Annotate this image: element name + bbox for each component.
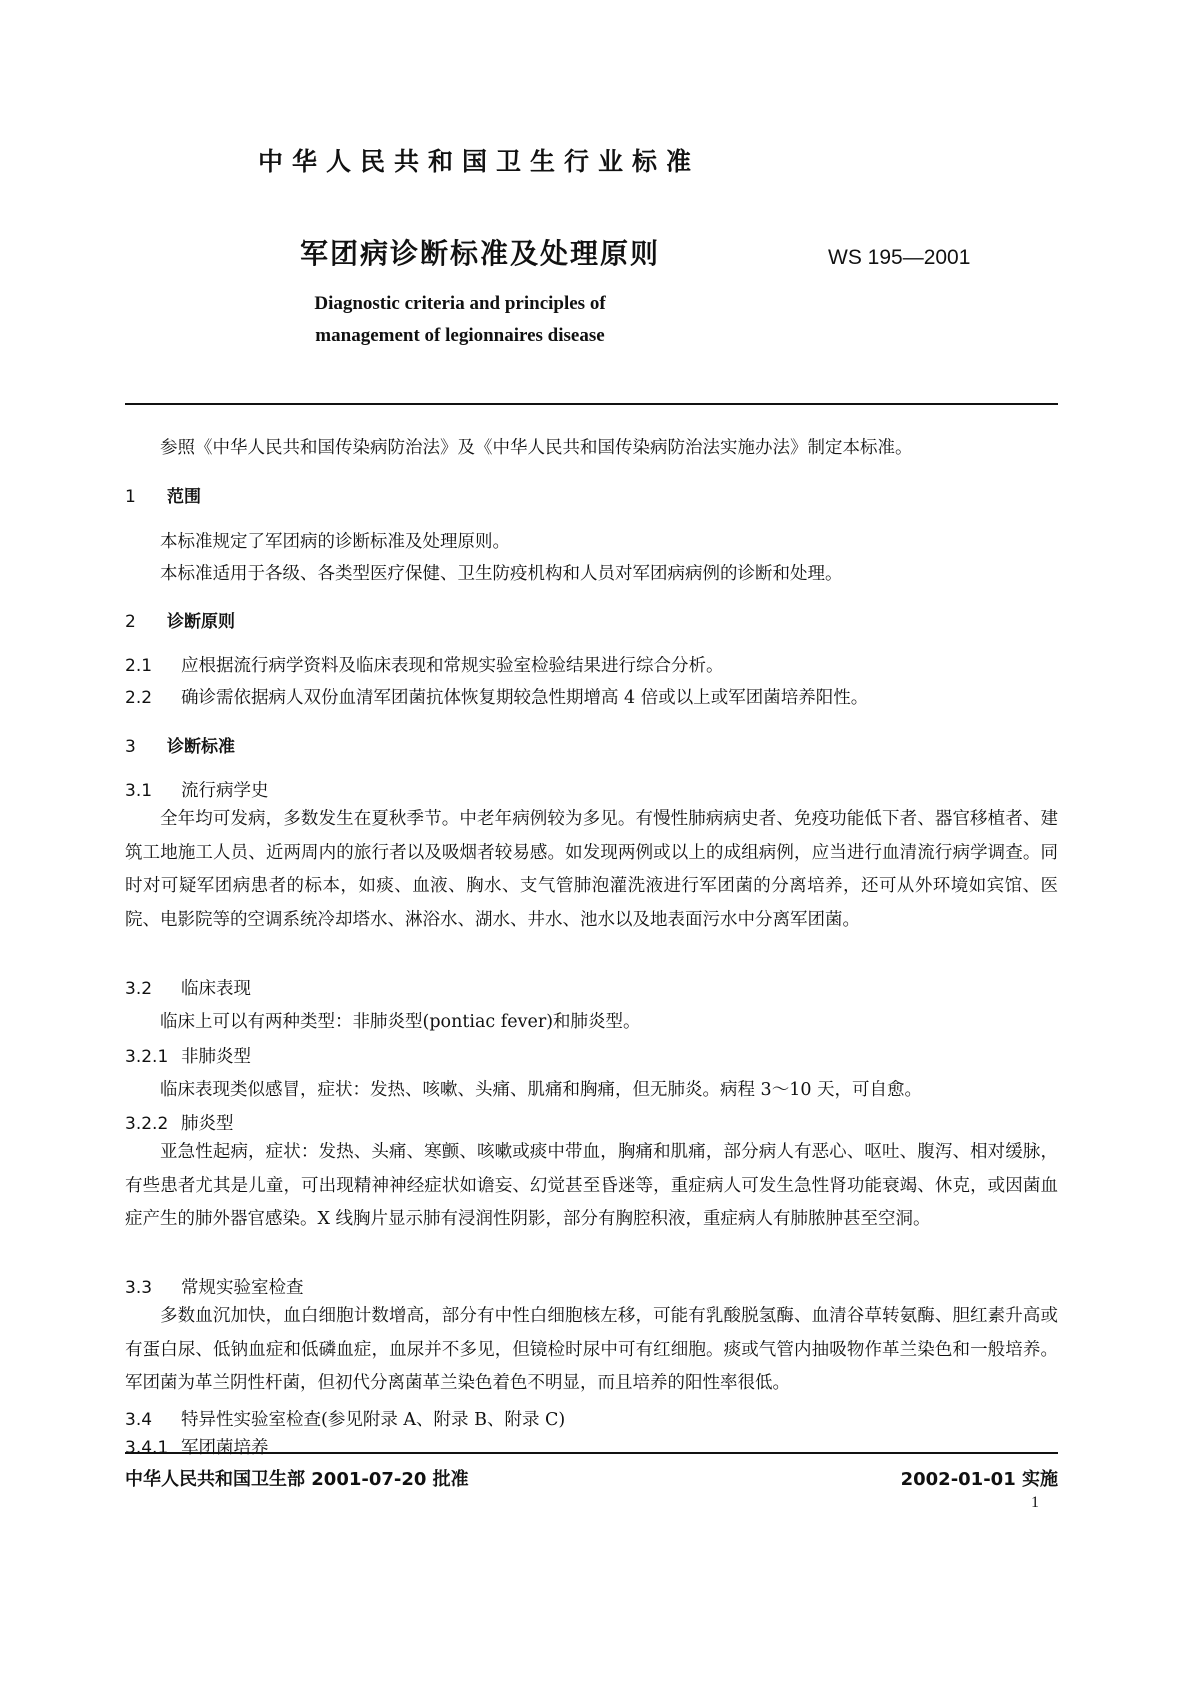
clause-3-3-heading (125, 1274, 304, 1299)
clause-3-4-number: 3.4 (125, 1410, 153, 1430)
standard-header: 中华人民共和国卫生行业标准 (258, 147, 701, 176)
clause-3-1-text: 全年均可发病，多数发生在夏秋季节。中老年病例较为多见。有慢性肺病病史者、免疫功能低下者、器官移植者、建筑工地施工人员、近两周内的旅行者以及吸烟者较易感。如发现两例或以上的成组病例，应当进行血清流行病学调查。同时对可疑军团病患者的标本，如痰、血液、胸水、支气管肺泡灌洗液进行军团菌的分离培养，还可从外环境如宾馆、医院、电影院等的空调系统冷却塔水、淋浴水、湖水、井水、池水以及地表面污水中分离军团菌。 (125, 809, 1058, 930)
clause-3-1-title: 流行病学史 (181, 781, 269, 801)
clause-3-2-1-text: 临床表现类似感冒，症状：发热、咳嗽、头痛、肌痛和胸痛，但无肺炎。病程 3～10 天，可自愈。 (160, 1080, 923, 1100)
section-2-title: 诊断原则 (167, 612, 235, 632)
clause-3-3-text: 多数血沉加快，血白细胞计数增高，部分有中性白细胞核左移，可能有乳酸脱氢酶、血清谷草转氨酶、胆红素升高或有蛋白尿、低钠血症和低磷血症，血尿并不多见，但镜检时尿中可有红细胞。痰或气管内抽吸物作革兰染色和一般培养。军团菌为革兰阴性杆菌，但初代分离菌革兰染色着色不明显，而且培养的阳性率很低。 (125, 1306, 1058, 1393)
clause-3-3-number: 3.3 (125, 1278, 153, 1298)
section-1-title: 范围 (167, 487, 201, 507)
section-3-number: 3 (125, 737, 136, 757)
clause-3-1-number: 3.1 (125, 781, 153, 801)
section-2-heading (125, 607, 235, 632)
clause-3-3-title: 常规实验室检查 (181, 1278, 304, 1298)
clause-3-2-1-heading (125, 1043, 251, 1068)
section-2-number: 2 (125, 612, 136, 632)
section-1-para-1: 本标准规定了军团病的诊断标准及处理原则。 (160, 532, 510, 552)
clause-3-2-2-heading (125, 1110, 234, 1135)
clause-3-2-title: 临床表现 (181, 979, 251, 999)
clause-3-2-2-number: 3.2.2 (125, 1114, 169, 1134)
clause-3-2-text: 临床上可以有两种类型：非肺炎型(pontiac fever)和肺炎型。 (160, 1012, 641, 1032)
document-title-en-line1: Diagnostic criteria and principles of (314, 293, 606, 314)
clause-3-4-title: 特异性实验室检查(参见附录 A、附录 B、附录 C) (181, 1410, 566, 1430)
standard-code: WS 195—2001 (828, 246, 971, 269)
section-1-heading (125, 482, 201, 507)
document-title-en-line2: management of legionnaires disease (315, 325, 605, 346)
clause-3-4-1-heading (125, 1434, 269, 1459)
clause-2-1-number: 2.1 (125, 656, 153, 676)
footer-divider (125, 1452, 1058, 1454)
section-3-heading (125, 732, 235, 757)
document-title-cn: 军团病诊断标准及处理原则 (300, 237, 661, 270)
clause-3-1-heading (125, 777, 269, 802)
section-1-number: 1 (125, 487, 136, 507)
clause-2-1-text: 应根据流行病学资料及临床表现和常规实验室检验结果进行综合分析。 (181, 656, 724, 676)
approval-note: 中华人民共和国卫生部 2001-07-20 批准 (125, 1469, 469, 1490)
clause-2-2-text: 确诊需依据病人双份血清军团菌抗体恢复期较急性期增高 4 倍或以上或军团菌培养阳性。 (181, 688, 869, 708)
section-3-title: 诊断标准 (167, 737, 235, 757)
clause-3-2-heading (125, 975, 251, 1000)
preamble: 参照《中华人民共和国传染病防治法》及《中华人民共和国传染病防治法实施办法》制定本标准。 (160, 438, 913, 458)
clause-3-2-number: 3.2 (125, 979, 153, 999)
clause-3-2-1-number: 3.2.1 (125, 1047, 169, 1067)
effective-date-note: 2002-01-01 实施 (900, 1469, 1058, 1490)
clause-3-2-2-title: 肺炎型 (181, 1114, 234, 1134)
page-number: 1 (1031, 1494, 1039, 1511)
clause-2-2 (125, 684, 868, 709)
clause-2-1 (125, 652, 724, 677)
clause-3-4-1-title: 军团菌培养 (181, 1438, 269, 1458)
clause-2-2-number: 2.2 (125, 688, 153, 708)
clause-3-2-1-title: 非肺炎型 (181, 1047, 251, 1067)
clause-3-2-2-text: 亚急性起病，症状：发热、头痛、寒颤、咳嗽或痰中带血，胸痛和肌痛，部分病人有恶心、呕吐、腹泻、相对缓脉，有些患者尤其是儿童，可出现精神神经症状如谵妄、幻觉甚至昏迷等，重症病人可发生急性肾功能衰竭、休克，或因菌血症产生的肺外器官感染。X 线胸片显示肺有浸润性阴影，部分有胸腔积液，重症病人有肺脓肿甚至空洞。 (125, 1142, 1058, 1229)
clause-3-4-1-number: 3.4.1 (125, 1438, 169, 1458)
header-divider (125, 403, 1058, 405)
clause-3-4-heading (125, 1406, 565, 1431)
section-1-para-2: 本标准适用于各级、各类型医疗保健、卫生防疫机构和人员对军团病病例的诊断和处理。 (160, 564, 843, 584)
